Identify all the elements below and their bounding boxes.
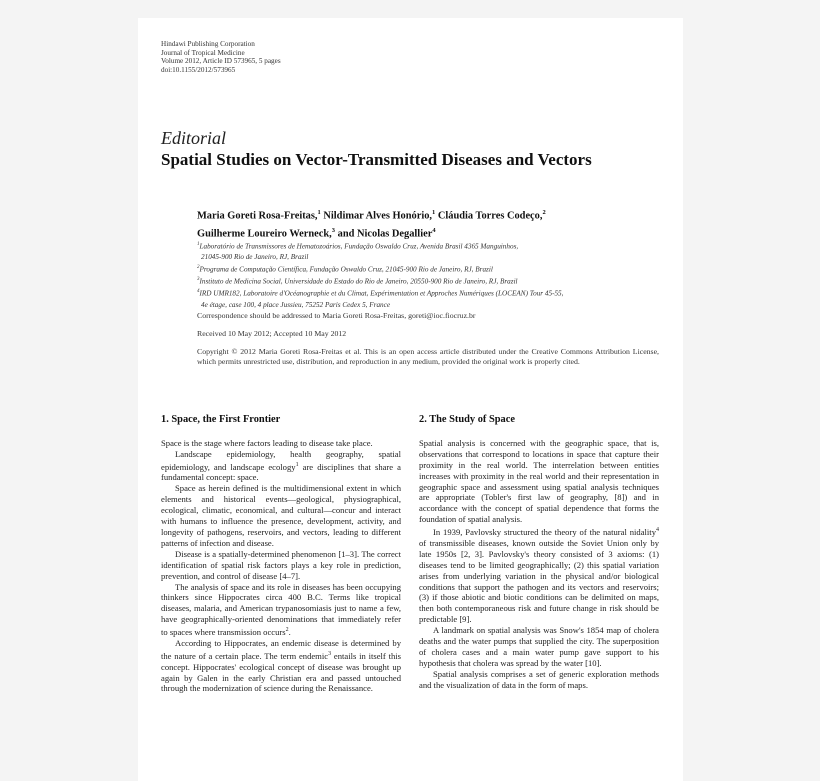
section-heading: 2. The Study of Space (419, 414, 515, 425)
author-name: Nildimar Alves Honório, (323, 210, 433, 222)
doi: doi:10.1155/2012/573965 (161, 65, 236, 74)
author-list (197, 205, 546, 242)
author-name: Guilherme Loureiro Werneck, (197, 228, 332, 240)
author-affiliation-mark: 2 (542, 209, 546, 216)
section-heading: 1. Space, the First Frontier (161, 414, 281, 425)
paragraph: The analysis of space and its role in diseases has been occupying thinkers since Hippocrates circa 400 B.C. Terms like tropical diseases, malaria, and American trypanosomiasis just to name a few, have geographically-oriented denominations that immediately refer to spaces where transmission occurs$^2$. (161, 581, 401, 638)
paragraph: Spatial analysis comprises a set of generic exploration methods and the visualization of data in the form of maps. (419, 668, 659, 690)
copyright-notice: Copyright © 2012 Maria Goreti Rosa-Freitas et al. This is an open access article distributed under the Creative Commons Attribution License, which permits unrestricted use, distribution, and reproduction in any medium, provided the original work is properly cited. (197, 347, 659, 366)
journal-header (161, 40, 281, 74)
left-column (161, 415, 401, 694)
affiliation-continuation: 21045-900 Rio de Janeiro, RJ, Brazil (201, 253, 309, 262)
article-type: Editorial (161, 128, 227, 148)
author-affiliation-mark: 3 (331, 227, 336, 235)
affiliation-list (197, 240, 563, 310)
affiliation-item: $^3$Instituto de Medicina Social, Universidade do Estado do Rio de Janeiro, 20550-900 Rio de Janeiro, RJ, Brazil (197, 277, 518, 286)
paragraph: Space as herein defined is the multidimensional extent in which elements and historical events—geological, physiographical, ecological, climatic, economical, and cultural—concur and interact with humans to influence the presence, development, activity, and longevity of pathogens, reservoirs, and vectors, leading to different patterns of infection and disease. (161, 483, 401, 548)
author-affiliation-mark: 1 (317, 209, 321, 216)
correspondence-note: Correspondence should be addressed to Maria Goreti Rosa-Freitas, goreti@ioc.fiocruz.br (197, 311, 476, 320)
volume-info: Volume 2012, Article ID 573965, 5 pages (161, 57, 281, 66)
paragraph: According to Hippocrates, an endemic disease is determined by the nature of a certain place. The term endemic$^3$ entails in itself this concept. Hippocrates' ecological concept of disease was brought up again by Galen in the early Christian era and passed untouched through the modernization of science during the Renaissance. (161, 637, 401, 694)
affiliation-item: $^2$Programa de Computação Científica, Fundação Oswaldo Cruz, 21045-900 Rio de Janeiro, RJ, Brazil (197, 264, 493, 274)
paragraph: Disease is a spatially-determined phenomenon [1–3]. The correct identification of spatial risk factors plays a key role in prediction, prevention, and control of disease [4–7]. (161, 548, 401, 581)
author-affiliation-mark: 1 (432, 209, 436, 216)
received-dates: Received 10 May 2012; Accepted 10 May 2012 (197, 329, 347, 338)
journal-name: Journal of Tropical Medicine (161, 48, 245, 57)
publisher: Hindawi Publishing Corporation (161, 40, 255, 48)
author-name: Maria Goreti Rosa-Freitas, (197, 210, 318, 222)
paragraph: Spatial analysis is concerned with the geographic space, that is, observations that correspond to locations in space that capture their proximity in the real world. The interrelation between entities increases with proximity in the real world and their representation in geographic space and assessment using spatial analysis techniques are appropriate (Tobler's first law of geography, [8]) and in accordance with the concept of spatial dependence that forms the foundation of spatial analysis. (419, 437, 659, 525)
paragraph: A landmark on spatial analysis was Snow's 1854 map of cholera deaths and the water pumps that supplied the city. The superposition of cholera cases and a main water pump gave support to his hypothesis that cholera was spread by the water [10]. (419, 625, 659, 668)
paragraph: Landscape epidemiology, health geography, spatial epidemiology, and landscape ecology$^1$ are disciplines that share a fundamental concept: space. (161, 448, 401, 483)
author-affiliation-mark: 4 (432, 227, 436, 235)
author-name: and Nicolas Degallier (337, 228, 433, 240)
author-name: Cláudia Torres Codeço, (437, 210, 543, 222)
article-title: Spatial Studies on Vector-Transmitted Diseases and Vectors (161, 150, 592, 169)
paragraph: In 1939, Pavlovsky structured the theory of the natural nidality$^4$ of transmissible diseases, known outside the Soviet Union only by late 1950s [2, 3]. Pavlovsky's theory consisted of 3 axioms: (1) diseases tend to be limited geographically; (2) this spatial variation arises from underlying variation in the physical and/or biological conditions that support the pathogen and its vectors and reservoirs; (3) if those abiotic and biotic conditions can be delimited on maps, then both contemporaneous risk and future change in risk should be predictable [9]. (419, 527, 659, 625)
right-column (419, 415, 659, 691)
affiliation-item: $^1$Laboratório de Transmissores de Hematozoários, Fundação Oswaldo Cruz, Avenida Brasil 4365 Manguinhos, (197, 242, 519, 251)
affiliation-continuation: 4e étage, case 100, 4 place Jussieu, 75252 Paris Cedex 5, France (201, 300, 391, 309)
paragraph: Space is the stage where factors leading to disease take place. (161, 437, 373, 448)
affiliation-item: $^4$IRD UMR182, Laboratoire d'Océanographie et du Climat, Expérimentation et Approches Numériques (LOCEAN) Tour 45-55, (197, 289, 564, 298)
